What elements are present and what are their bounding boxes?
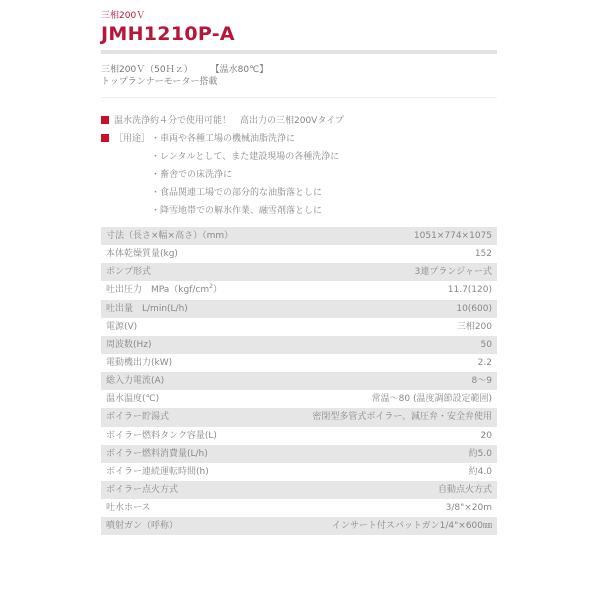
section-divider: [101, 97, 497, 98]
spec-value: 自動点火方式: [267, 481, 497, 499]
spec-label: 電動機出力(kW): [106, 358, 173, 369]
table-row: [101, 445, 497, 463]
spec-label: ボイラー燃料消費量(L/h): [101, 445, 267, 463]
title-divider: [101, 50, 497, 54]
spec-value: 11.7(120): [447, 285, 492, 296]
spec-label: 本体乾燥質量(kg): [106, 249, 178, 260]
table-row: [101, 372, 497, 390]
spec-value: 約5.0: [267, 445, 497, 463]
spec-label: 寸法（長さ×幅×高さ）（mm）: [101, 227, 267, 245]
table-row: [101, 463, 497, 481]
table-row: [101, 408, 497, 426]
spec-value: 三相200: [456, 321, 492, 332]
product-title: JMH1210P-A: [101, 23, 235, 45]
table-row: [101, 281, 497, 299]
spec-label: 電源(V): [106, 321, 138, 332]
spec-table: [101, 227, 497, 535]
spec-label: 吐出圧力 $MPa(kgf/cm^2)$: [106, 283, 222, 296]
table-row: [101, 354, 497, 372]
table-row: [101, 481, 497, 499]
spec-value: 常温〜80 (温度調節設定範囲): [371, 394, 492, 405]
spec-value: 50: [267, 336, 497, 354]
spec-value: 20: [480, 430, 492, 441]
description-line-2: トップランナーモーター搭載: [101, 77, 218, 87]
spec-value: 3/8"×20m: [445, 503, 492, 514]
table-row: [101, 517, 497, 535]
product-subtitle: 三相200Ｖ: [101, 11, 146, 21]
spec-value: インサート付スパットガン1/4"×600㎜: [267, 517, 497, 535]
table-row: [101, 318, 497, 336]
product-description: [101, 64, 268, 88]
spec-label: 吐水ホース: [106, 503, 151, 514]
spec-value: 8〜9: [267, 372, 497, 390]
table-row: [101, 227, 497, 245]
spec-value: 152: [474, 249, 492, 260]
spec-label: 周波数(Hz): [101, 336, 267, 354]
table-row: [101, 263, 497, 281]
description-line-1: [101, 64, 268, 76]
spec-label: 吐出量 L/min(L/h): [101, 300, 267, 318]
table-row: [101, 336, 497, 354]
spec-label: 総入力電流(A): [101, 372, 267, 390]
spec-label: ボイラー貯湯式: [101, 408, 267, 426]
spec-label: 噴射ガン（呼称）: [101, 517, 267, 535]
table-row: [101, 390, 497, 408]
spec-label: 温水温度(℃): [106, 394, 160, 405]
spec-label: ボイラー燃料タンク容量(L): [106, 430, 217, 441]
spec-value: 1051×774×1075: [267, 227, 497, 245]
spec-value: 2.2: [477, 358, 492, 369]
table-row: [101, 499, 497, 517]
spec-label: ボイラー連続運転時間(h): [106, 466, 209, 477]
spec-value: 密閉型多管式ボイラー、減圧弁・安全弁使用: [267, 408, 497, 426]
table-row: [101, 427, 497, 445]
description-temp: 【温水80℃】: [210, 65, 269, 75]
table-row: [101, 300, 497, 318]
red-square-bullet-icon: [101, 134, 109, 142]
description-power: 三相200Ｖ（50Ｈｚ）: [101, 65, 193, 75]
red-square-bullet-icon: [101, 116, 109, 124]
use-label: ［用途］: [114, 134, 151, 144]
table-row: [101, 245, 497, 263]
spec-value: 3連プランジャー式: [267, 263, 497, 281]
spec-label: ボイラー点火方式: [101, 481, 267, 499]
spec-value: 約4.0: [468, 466, 492, 477]
spec-value: 10(600): [267, 300, 497, 318]
spec-label: ポンプ形式: [101, 263, 267, 281]
